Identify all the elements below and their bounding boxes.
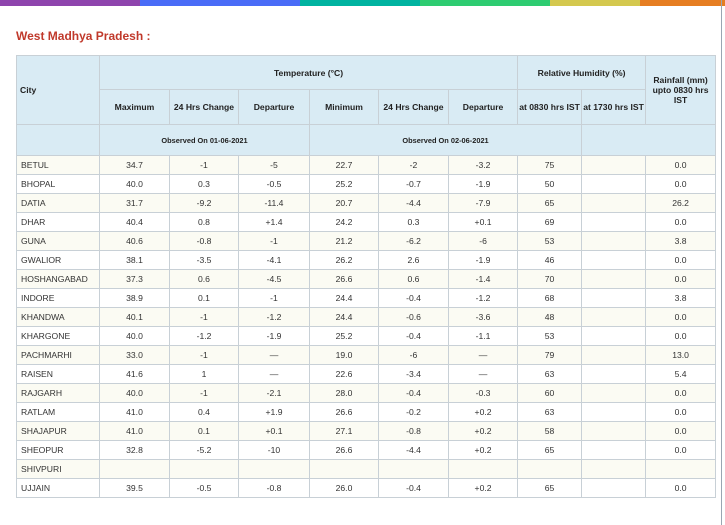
max-departure-cell: -4.5 (239, 270, 310, 289)
rh-1730-cell (582, 346, 646, 365)
min-change-cell: 0.3 (379, 213, 449, 232)
rh-1730-cell (582, 384, 646, 403)
city-cell: DATIA (17, 194, 100, 213)
city-cell: PACHMARHI (17, 346, 100, 365)
max-departure-cell: — (239, 346, 310, 365)
minimum-cell: 20.7 (310, 194, 379, 213)
rh-0830-cell: 75 (518, 156, 582, 175)
min-departure-cell: — (449, 346, 518, 365)
humidity-header: Relative Humidity (%) (518, 56, 646, 90)
min-change-cell: 0.6 (379, 270, 449, 289)
max-change-cell: -0.5 (170, 479, 239, 498)
max-change-cell: -9.2 (170, 194, 239, 213)
rh-0830-cell: 50 (518, 175, 582, 194)
table-row (17, 441, 716, 460)
max-change-cell: -1 (170, 308, 239, 327)
rh-1730-header: at 1730 hrs IST (582, 90, 646, 125)
top-color-bar-segment (550, 0, 640, 6)
table-row (17, 422, 716, 441)
city-cell: UJJAIN (17, 479, 100, 498)
rh-1730-cell (582, 365, 646, 384)
max-change-header: 24 Hrs Change (170, 90, 239, 125)
rainfall-cell: 0.0 (646, 270, 716, 289)
rainfall-cell: 0.0 (646, 403, 716, 422)
top-color-bar-segment (300, 0, 420, 6)
maximum-cell: 41.0 (100, 403, 170, 422)
min-departure-cell: — (449, 365, 518, 384)
minimum-cell: 26.6 (310, 403, 379, 422)
max-departure-header: Departure (239, 90, 310, 125)
table-row (17, 156, 716, 175)
rh-1730-cell (582, 327, 646, 346)
min-departure-cell: +0.2 (449, 422, 518, 441)
rainfall-cell: 26.2 (646, 194, 716, 213)
rh-1730-cell (582, 460, 646, 479)
rainfall-cell: 0.0 (646, 479, 716, 498)
max-departure-cell: — (239, 365, 310, 384)
rainfall-cell: 0.0 (646, 175, 716, 194)
min-departure-cell: -3.6 (449, 308, 518, 327)
rh-1730-cell (582, 175, 646, 194)
min-change-cell: -0.4 (379, 479, 449, 498)
rh-1730-cell (582, 441, 646, 460)
rainfall-cell: 5.4 (646, 365, 716, 384)
city-cell: HOSHANGABAD (17, 270, 100, 289)
rh-0830-cell: 63 (518, 403, 582, 422)
rainfall-cell: 3.8 (646, 232, 716, 251)
minimum-cell: 27.1 (310, 422, 379, 441)
max-change-cell: -1 (170, 156, 239, 175)
table-row (17, 270, 716, 289)
min-departure-cell (449, 460, 518, 479)
minimum-cell: 19.0 (310, 346, 379, 365)
min-change-cell: -4.4 (379, 194, 449, 213)
city-cell: SHAJAPUR (17, 422, 100, 441)
maximum-cell: 38.9 (100, 289, 170, 308)
temperature-header: Temperature (°C) (100, 56, 518, 90)
max-change-cell: -3.5 (170, 251, 239, 270)
maximum-cell: 31.7 (100, 194, 170, 213)
maximum-cell: 41.0 (100, 422, 170, 441)
min-departure-header: Departure (449, 90, 518, 125)
city-cell: SHIVPURI (17, 460, 100, 479)
table-row (17, 232, 716, 251)
maximum-cell: 40.0 (100, 384, 170, 403)
rh-0830-cell: 65 (518, 441, 582, 460)
min-departure-cell: +0.1 (449, 213, 518, 232)
max-departure-cell (239, 460, 310, 479)
top-color-bar (0, 0, 725, 6)
max-change-cell: 1 (170, 365, 239, 384)
minimum-cell: 25.2 (310, 327, 379, 346)
max-change-cell: 0.6 (170, 270, 239, 289)
minimum-cell: 25.2 (310, 175, 379, 194)
minimum-cell: 21.2 (310, 232, 379, 251)
max-change-cell (170, 460, 239, 479)
max-departure-cell: -10 (239, 441, 310, 460)
rainfall-cell: 0.0 (646, 213, 716, 232)
min-change-header: 24 Hrs Change (379, 90, 449, 125)
max-departure-cell: -1 (239, 232, 310, 251)
observed-max-date: Observed On 01-06-2021 (100, 125, 310, 156)
max-departure-cell: +0.1 (239, 422, 310, 441)
minimum-cell: 24.2 (310, 213, 379, 232)
min-departure-cell: -1.4 (449, 270, 518, 289)
minimum-cell: 24.4 (310, 289, 379, 308)
city-cell: GWALIOR (17, 251, 100, 270)
minimum-cell: 22.6 (310, 365, 379, 384)
table-row (17, 384, 716, 403)
min-departure-cell: -7.9 (449, 194, 518, 213)
city-cell: BETUL (17, 156, 100, 175)
max-departure-cell: -5 (239, 156, 310, 175)
min-change-cell: -6 (379, 346, 449, 365)
max-change-cell: -1 (170, 384, 239, 403)
rainfall-cell: 0.0 (646, 422, 716, 441)
rainfall-cell: 0.0 (646, 308, 716, 327)
rh-0830-cell: 48 (518, 308, 582, 327)
minimum-cell: 28.0 (310, 384, 379, 403)
rainfall-cell (646, 460, 716, 479)
min-departure-cell: -6 (449, 232, 518, 251)
min-change-cell: -0.4 (379, 327, 449, 346)
rainfall-cell: 0.0 (646, 156, 716, 175)
rh-0830-cell: 68 (518, 289, 582, 308)
rh-1730-cell (582, 479, 646, 498)
rh-1730-cell (582, 213, 646, 232)
min-change-cell: -0.4 (379, 384, 449, 403)
max-departure-cell: -0.8 (239, 479, 310, 498)
max-departure-cell: +1.9 (239, 403, 310, 422)
min-departure-cell: +0.2 (449, 403, 518, 422)
maximum-cell: 32.8 (100, 441, 170, 460)
rh-0830-cell: 63 (518, 365, 582, 384)
min-change-cell: -0.4 (379, 289, 449, 308)
min-change-cell: -0.6 (379, 308, 449, 327)
rh-0830-cell: 65 (518, 194, 582, 213)
city-cell: BHOPAL (17, 175, 100, 194)
observed-min-date: Observed On 02-06-2021 (310, 125, 582, 156)
table-row (17, 251, 716, 270)
rh-0830-header: at 0830 hrs IST (518, 90, 582, 125)
table-row (17, 460, 716, 479)
top-color-bar-segment (140, 0, 300, 6)
maximum-cell: 37.3 (100, 270, 170, 289)
section-title: West Madhya Pradesh : (16, 29, 151, 43)
page-right-border (721, 0, 722, 525)
table-row (17, 308, 716, 327)
maximum-cell: 40.6 (100, 232, 170, 251)
minimum-cell: 22.7 (310, 156, 379, 175)
rh-1730-cell (582, 270, 646, 289)
rh-0830-cell: 53 (518, 232, 582, 251)
rainfall-cell: 0.0 (646, 384, 716, 403)
city-header: City (17, 56, 100, 125)
observed-blank-cell (582, 125, 716, 156)
max-departure-cell: -1.9 (239, 327, 310, 346)
min-change-cell: -6.2 (379, 232, 449, 251)
min-departure-cell: -1.9 (449, 251, 518, 270)
maximum-cell: 40.0 (100, 327, 170, 346)
table-row (17, 479, 716, 498)
minimum-header: Minimum (310, 90, 379, 125)
rh-0830-cell: 65 (518, 479, 582, 498)
top-color-bar-segment (640, 0, 725, 6)
rainfall-cell: 0.0 (646, 441, 716, 460)
maximum-cell (100, 460, 170, 479)
max-departure-cell: -4.1 (239, 251, 310, 270)
max-change-cell: 0.1 (170, 289, 239, 308)
max-change-cell: -1 (170, 346, 239, 365)
table-row (17, 213, 716, 232)
min-change-cell: -0.7 (379, 175, 449, 194)
top-color-bar-segment (420, 0, 550, 6)
rh-0830-cell: 46 (518, 251, 582, 270)
max-departure-cell: +1.4 (239, 213, 310, 232)
table-row (17, 403, 716, 422)
city-cell: INDORE (17, 289, 100, 308)
minimum-cell (310, 460, 379, 479)
rh-1730-cell (582, 403, 646, 422)
observed-blank-cell (17, 125, 100, 156)
top-color-bar-segment (0, 0, 140, 6)
min-departure-cell: -3.2 (449, 156, 518, 175)
rh-0830-cell (518, 460, 582, 479)
max-departure-cell: -1.2 (239, 308, 310, 327)
table-row (17, 289, 716, 308)
min-departure-cell: +0.2 (449, 479, 518, 498)
table-row (17, 365, 716, 384)
rh-0830-cell: 58 (518, 422, 582, 441)
max-change-cell: 0.1 (170, 422, 239, 441)
max-change-cell: -0.8 (170, 232, 239, 251)
max-change-cell: -1.2 (170, 327, 239, 346)
table-row (17, 327, 716, 346)
table-body (17, 156, 716, 498)
max-change-cell: 0.3 (170, 175, 239, 194)
max-departure-cell: -11.4 (239, 194, 310, 213)
rh-0830-cell: 79 (518, 346, 582, 365)
weather-table (16, 55, 716, 498)
city-cell: GUNA (17, 232, 100, 251)
rainfall-header: Rainfall (mm) upto 0830 hrs IST (646, 56, 716, 125)
rh-1730-cell (582, 422, 646, 441)
maximum-cell: 38.1 (100, 251, 170, 270)
min-change-cell: -0.2 (379, 403, 449, 422)
max-change-cell: -5.2 (170, 441, 239, 460)
min-departure-cell: -1.2 (449, 289, 518, 308)
min-departure-cell: -1.1 (449, 327, 518, 346)
city-cell: RAISEN (17, 365, 100, 384)
min-change-cell (379, 460, 449, 479)
city-cell: KHARGONE (17, 327, 100, 346)
rh-1730-cell (582, 156, 646, 175)
max-departure-cell: -0.5 (239, 175, 310, 194)
rh-1730-cell (582, 308, 646, 327)
maximum-cell: 40.1 (100, 308, 170, 327)
rh-1730-cell (582, 194, 646, 213)
maximum-cell: 33.0 (100, 346, 170, 365)
rh-0830-cell: 53 (518, 327, 582, 346)
maximum-cell: 34.7 (100, 156, 170, 175)
minimum-cell: 26.2 (310, 251, 379, 270)
table-row (17, 346, 716, 365)
city-cell: DHAR (17, 213, 100, 232)
maximum-cell: 41.6 (100, 365, 170, 384)
minimum-cell: 26.6 (310, 270, 379, 289)
maximum-cell: 40.4 (100, 213, 170, 232)
rainfall-cell: 3.8 (646, 289, 716, 308)
min-departure-cell: +0.2 (449, 441, 518, 460)
min-change-cell: -4.4 (379, 441, 449, 460)
rh-1730-cell (582, 289, 646, 308)
rainfall-cell: 0.0 (646, 327, 716, 346)
city-cell: RATLAM (17, 403, 100, 422)
rh-1730-cell (582, 232, 646, 251)
maximum-cell: 39.5 (100, 479, 170, 498)
min-change-cell: -0.8 (379, 422, 449, 441)
rainfall-cell: 13.0 (646, 346, 716, 365)
minimum-cell: 26.0 (310, 479, 379, 498)
table-header (17, 56, 716, 156)
min-departure-cell: -1.9 (449, 175, 518, 194)
minimum-cell: 26.6 (310, 441, 379, 460)
min-change-cell: -3.4 (379, 365, 449, 384)
min-change-cell: -2 (379, 156, 449, 175)
min-departure-cell: -0.3 (449, 384, 518, 403)
minimum-cell: 24.4 (310, 308, 379, 327)
rh-0830-cell: 70 (518, 270, 582, 289)
max-change-cell: 0.4 (170, 403, 239, 422)
max-departure-cell: -1 (239, 289, 310, 308)
rh-0830-cell: 69 (518, 213, 582, 232)
min-change-cell: 2.6 (379, 251, 449, 270)
rh-0830-cell: 60 (518, 384, 582, 403)
table-row (17, 175, 716, 194)
rainfall-cell: 0.0 (646, 251, 716, 270)
city-cell: KHANDWA (17, 308, 100, 327)
max-departure-cell: -2.1 (239, 384, 310, 403)
table-row (17, 194, 716, 213)
city-cell: SHEOPUR (17, 441, 100, 460)
max-change-cell: 0.8 (170, 213, 239, 232)
rh-1730-cell (582, 251, 646, 270)
city-cell: RAJGARH (17, 384, 100, 403)
maximum-cell: 40.0 (100, 175, 170, 194)
maximum-header: Maximum (100, 90, 170, 125)
